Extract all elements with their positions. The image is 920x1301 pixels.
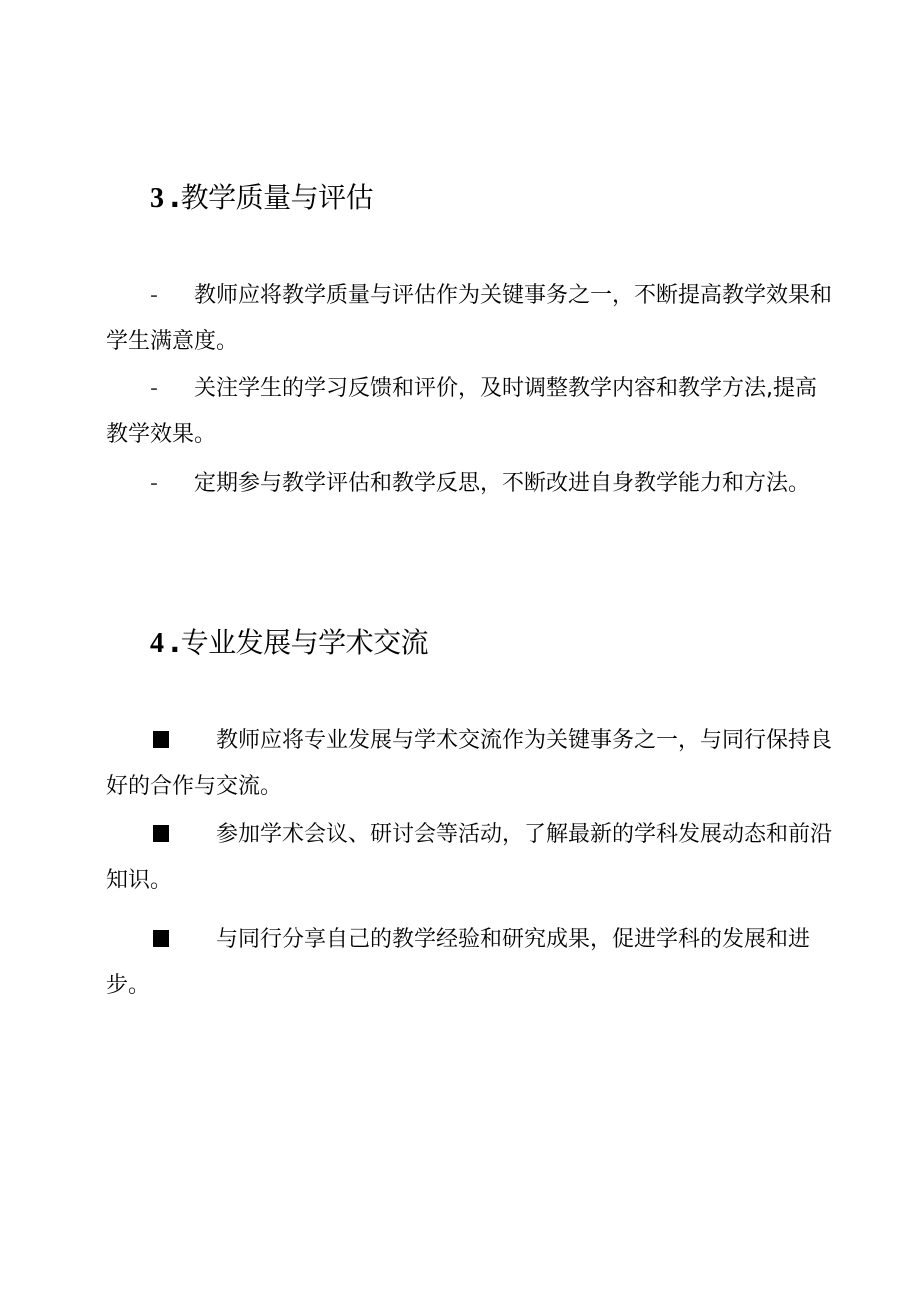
dash-marker: - bbox=[150, 471, 158, 496]
black-square-bullet-icon bbox=[153, 825, 169, 842]
section-4-item-3 bbox=[106, 917, 836, 1009]
section-4-heading bbox=[150, 621, 428, 661]
section-3-item-2-text: 关注学生的学习反馈和评价，及时调整教学内容和教学方法,提高教学效果。 bbox=[106, 376, 817, 447]
black-square-bullet-icon bbox=[153, 731, 169, 748]
section-3-item-3 bbox=[106, 461, 836, 507]
section-4-item-1-text: 教师应将专业发展与学术交流作为关键事务之一，与同行保持良好的合作与交流。 bbox=[106, 728, 833, 799]
section-3-heading bbox=[150, 176, 373, 216]
section-4-item-1 bbox=[106, 718, 836, 810]
dash-marker: - bbox=[150, 376, 158, 401]
dash-marker: - bbox=[150, 283, 158, 308]
section-4-item-3-text: 与同行分享自己的教学经验和研究成果，促进学科的发展和进步。 bbox=[106, 927, 811, 998]
section-3-item-2 bbox=[106, 366, 836, 458]
section-3-number: 3 bbox=[150, 183, 164, 214]
section-4-item-2 bbox=[106, 812, 836, 904]
black-square-bullet-icon bbox=[153, 930, 169, 947]
section-3-dot: . bbox=[169, 181, 180, 214]
section-4-dot: . bbox=[169, 626, 180, 659]
section-3-item-1 bbox=[106, 273, 836, 365]
section-4-number: 4 bbox=[150, 628, 164, 659]
section-4-title: 专业发展与学术交流 bbox=[180, 626, 429, 659]
section-4-item-2-text: 参加学术会议、研讨会等活动，了解最新的学科发展动态和前沿知识。 bbox=[106, 822, 833, 893]
section-3-item-1-text: 教师应将教学质量与评估作为关键事务之一，不断提高教学效果和学生满意度。 bbox=[106, 283, 833, 354]
section-3-title: 教学质量与评估 bbox=[180, 181, 374, 214]
section-3-item-3-text: 定期参与教学评估和教学反思，不断改进自身教学能力和方法。 bbox=[194, 471, 811, 496]
